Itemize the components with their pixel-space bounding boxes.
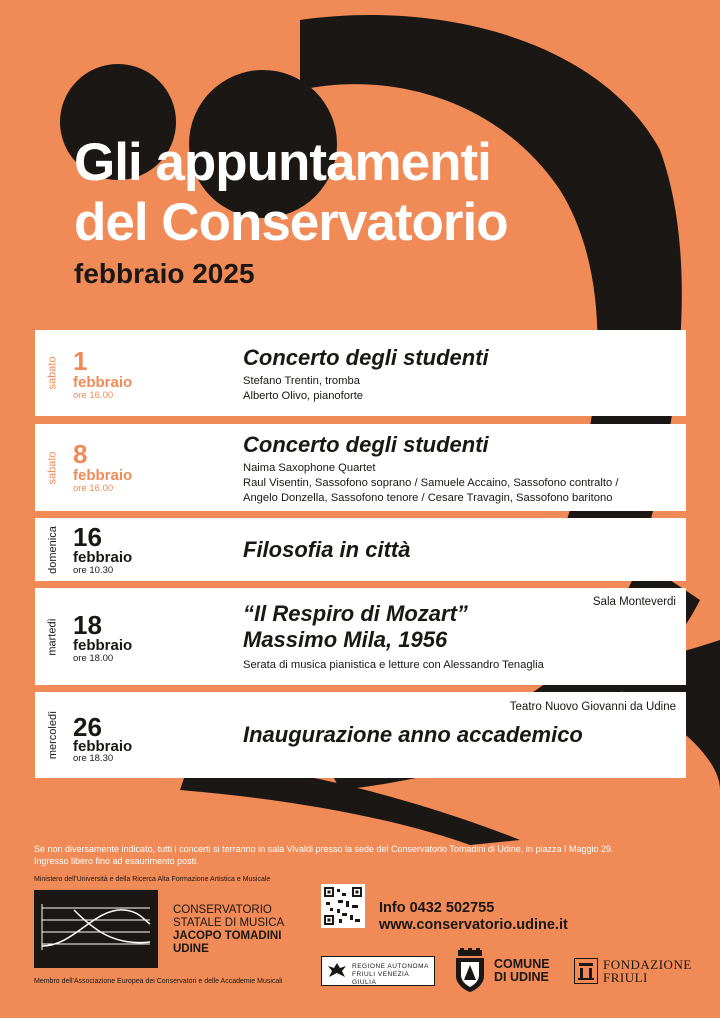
event-detail: Angelo Donzella, Sassofono tenore / Cesare Travagin, Sassofono baritono — [243, 492, 613, 504]
event-day-name: sabato — [47, 450, 59, 485]
event-detail: Raul Visentin, Sassofono soprano / Samuele Accaino, Sassofono contralto / — [243, 477, 619, 489]
event-day-number: 18 — [73, 610, 102, 640]
event-card — [35, 424, 686, 511]
event-month: febbraio — [73, 738, 133, 755]
event-detail: Stefano Trentin, tromba — [243, 375, 360, 387]
event-card — [35, 588, 686, 685]
event-card — [35, 518, 686, 581]
event-card — [35, 330, 686, 416]
event-day-name: domenica — [47, 525, 60, 574]
event-title: Concerto degli studenti — [243, 345, 489, 370]
event-day-name: martedì — [47, 617, 60, 656]
qr-pattern — [324, 887, 362, 925]
qr-code — [321, 884, 365, 928]
entry-note: Ingresso libero fino ad esaurimento posti. — [34, 856, 199, 866]
regione-logo — [321, 956, 435, 986]
event-detail: Naima Saxophone Quartet — [243, 462, 376, 474]
event-title: Concerto degli studenti — [243, 432, 489, 457]
event-venue: Teatro Nuovo Giovanni da Udine — [509, 701, 676, 713]
event-venue: Sala Monteverdi — [592, 596, 676, 608]
event-time: ore 18.00 — [73, 653, 114, 664]
logo-line: CONSERVATORIO — [173, 904, 272, 916]
event-time: ore 16.00 — [73, 390, 114, 401]
event-day-number: 8 — [73, 439, 88, 469]
event-time: ore 18.30 — [73, 753, 114, 764]
event-day-name: mercoledì — [47, 710, 60, 760]
udine-crest-icon — [452, 948, 488, 992]
fondazione-icon — [574, 958, 598, 984]
staff-wave-icon — [34, 890, 158, 968]
eagle-icon — [326, 960, 348, 982]
event-title: Massimo Mila, 1956 — [243, 627, 448, 652]
comune-text: COMUNE DI UDINE — [494, 957, 550, 984]
event-title: “Il Respiro di Mozart” — [243, 601, 468, 626]
month-subtitle: febbraio 2025 — [74, 258, 255, 289]
event-title: Inaugurazione anno accademico — [243, 722, 583, 747]
event-month: febbraio — [73, 467, 133, 484]
ministry-text: Ministero dell'Università e della Ricerca Alta Formazione Artistica e Musicale — [34, 876, 271, 883]
event-month: febbraio — [73, 637, 133, 654]
event-detail: Serata di musica pianistica e letture con Alessandro Tenaglia — [243, 659, 544, 671]
title-line-2: del Conservatorio — [74, 193, 508, 252]
event-day-name: sabato — [47, 356, 59, 390]
regione-text: REGIONE AUTONOMA FRIULI VENEZIA GIULIA — [352, 963, 429, 986]
logo-line: STATALE DI MUSICA — [173, 917, 285, 929]
venue-note: Se non diversamente indicato, tutti i concerti si terranno in sala Vivaldi presso la sede del Conservatorio Tomadini di Udine, in piazza I Maggio 29. — [34, 844, 614, 854]
logo-line: UDINE — [173, 943, 209, 955]
event-day-number: 16 — [73, 522, 102, 552]
conservatorio-logo — [34, 890, 158, 968]
event-detail: Alberto Olivo, pianoforte — [243, 390, 364, 402]
logo-line: JACOPO TOMADINI — [173, 930, 282, 942]
conservatorio-name — [173, 904, 284, 956]
event-day-number: 1 — [73, 346, 88, 376]
member-text: Membro dell'Associazione Europea dei Conservatori e delle Accademie Musicali — [34, 978, 283, 985]
event-card — [35, 692, 686, 778]
event-time: ore 16.00 — [73, 483, 114, 494]
event-month: febbraio — [73, 374, 133, 391]
event-time: ore 10.30 — [73, 565, 114, 576]
event-month: febbraio — [73, 549, 133, 566]
title-line-1: Gli appuntamenti — [74, 133, 491, 192]
info-phone: Info 0432 502755 — [379, 900, 495, 916]
event-title: Filosofia in città — [243, 537, 411, 562]
event-day-number: 26 — [73, 712, 102, 742]
info-website[interactable]: www.conservatorio.udine.it — [379, 917, 568, 933]
fondazione-text: FONDAZIONE FRIULI — [603, 957, 692, 985]
